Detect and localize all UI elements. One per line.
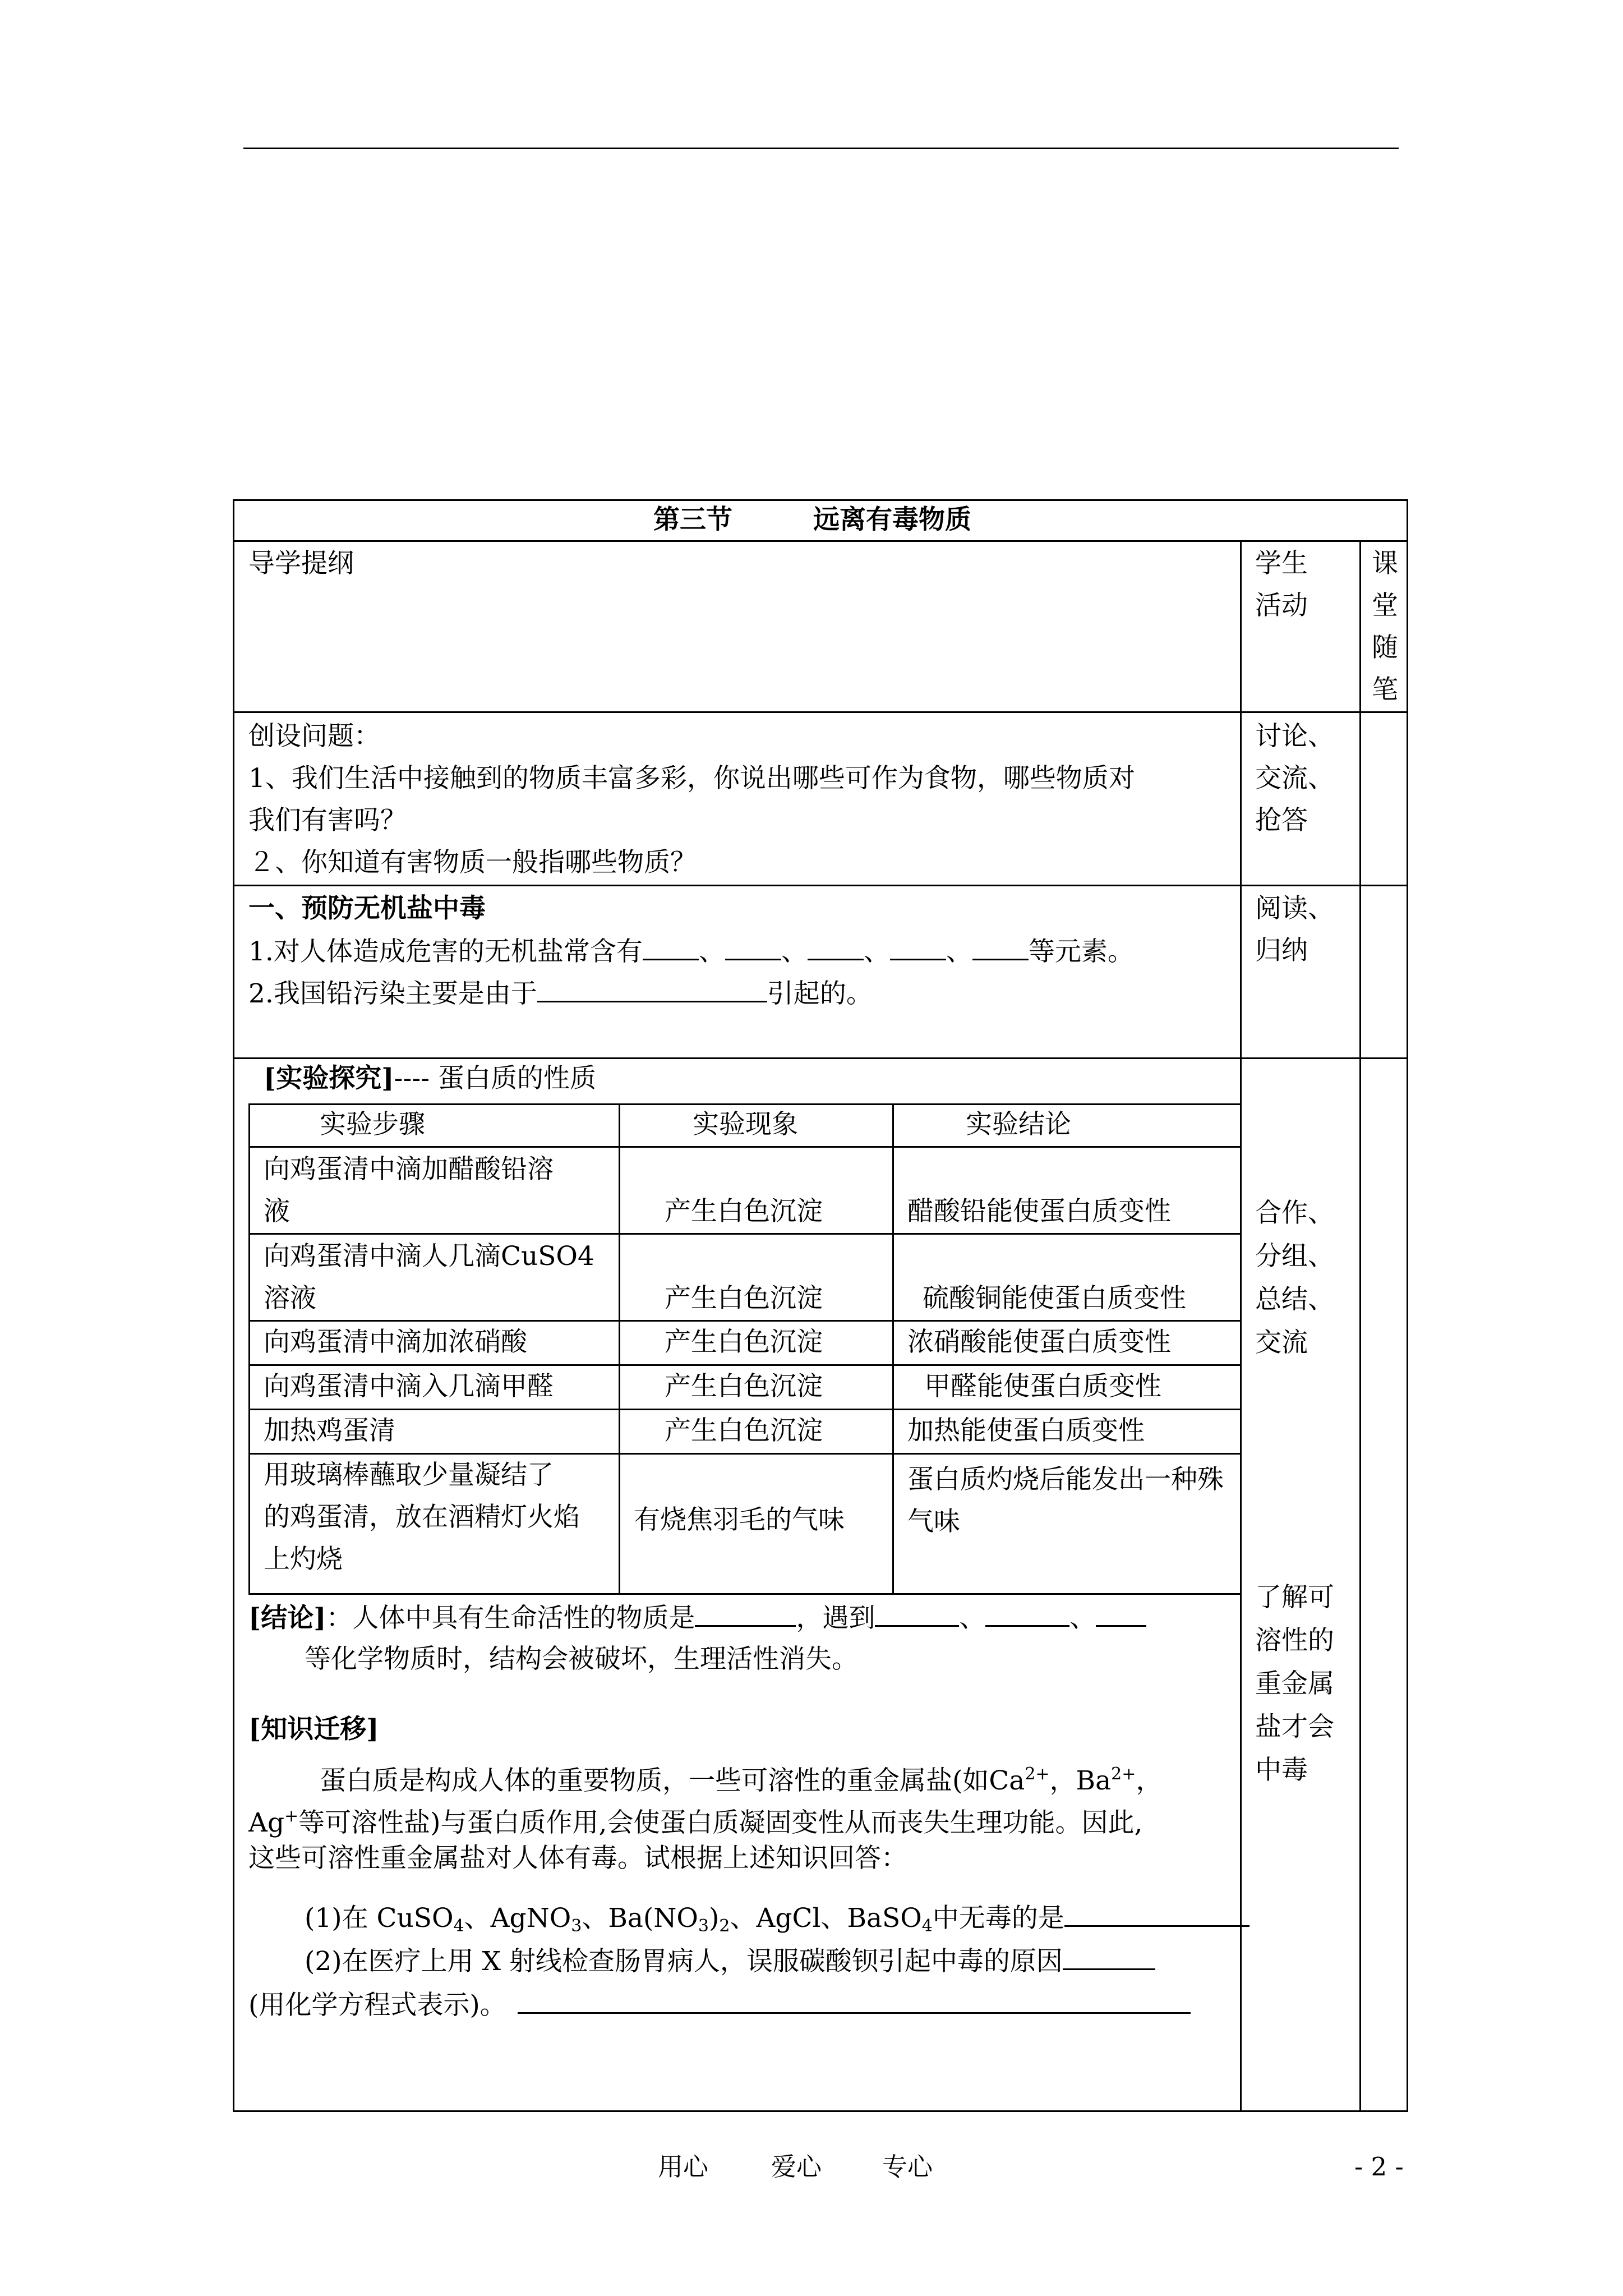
exp-note-5: 中毒 — [1255, 1755, 1308, 1786]
answer-blank[interactable] — [1064, 1901, 1249, 1927]
intro-question-1-line2: 我们有害吗？ — [248, 805, 407, 836]
conclusion-text-b: ，遇到 — [796, 1603, 875, 1634]
exp-activity-3: 总结、 — [1255, 1284, 1334, 1315]
page-number: - 2 - — [1354, 2152, 1404, 2182]
charge-superscript: 2+ — [1111, 1764, 1136, 1784]
part1-activity-1: 阅读、 — [1255, 893, 1334, 924]
answer-blank[interactable] — [1096, 1600, 1146, 1627]
experiment-dashes: ---- — [394, 1063, 430, 1094]
experiment-heading — [264, 1062, 596, 1096]
table-col-activity — [1240, 540, 1242, 2112]
exp-row-1-step-line2: 液 — [264, 1196, 290, 1227]
table-col-notes — [1359, 540, 1361, 2112]
q1-f: 中无毒的是 — [932, 1903, 1064, 1934]
conclusion-text-a: ：人体中具有生命活性的物质是 — [326, 1603, 695, 1634]
exp-col-left — [248, 1103, 250, 1595]
separator: 、 — [781, 936, 808, 967]
answer-blank[interactable] — [985, 1600, 1069, 1627]
table-rule-title — [233, 540, 1408, 542]
q1-b: 、AgNO — [464, 1903, 571, 1934]
conclusion-line-1 — [248, 1600, 1146, 1635]
exp-header-step: 实验步骤 — [320, 1109, 425, 1140]
exp-row-6-conclusion: 蛋白质灼烧后能发出一种殊气味 — [907, 1464, 1224, 1537]
exp-row-5-step: 加热鸡蛋清 — [264, 1415, 395, 1446]
subscript: 2 — [719, 1916, 730, 1936]
part1-activity-2: 归纳 — [1255, 935, 1308, 966]
exp-rule-4 — [248, 1364, 1240, 1366]
answer-blank[interactable] — [725, 934, 781, 960]
part1-question-2 — [248, 976, 873, 1011]
section-title: 远离有毒物质 — [813, 504, 971, 535]
subscript: 3 — [571, 1916, 582, 1936]
transfer-p1-c: ， — [1136, 1765, 1163, 1796]
answer-blank[interactable] — [972, 934, 1029, 960]
exp-header-phenomenon: 实验现象 — [693, 1109, 798, 1140]
footer-motto-3: 专心 — [882, 2152, 933, 2182]
transfer-question-2-line1 — [305, 1944, 1155, 1978]
answer-blank[interactable] — [808, 934, 864, 960]
charge-superscript: 2+ — [1025, 1764, 1050, 1784]
table-border-top — [233, 499, 1408, 501]
exp-row-6-phenomenon: 有烧焦羽毛的气味 — [634, 1504, 845, 1535]
exp-rule-3 — [248, 1320, 1240, 1322]
table-rule-experiment — [233, 1057, 1408, 1059]
exp-row-4-phenomenon: 产生白色沉淀 — [665, 1371, 823, 1402]
transfer-paragraph-line3: 这些可溶性重金属盐对人体有毒。试根据上述知识回答： — [248, 1843, 907, 1874]
separator: 、 — [946, 936, 972, 967]
exp-activity-1: 合作、 — [1255, 1198, 1334, 1228]
transfer-paragraph-line1 — [320, 1757, 1162, 1798]
exp-row-2-conclusion: 硫酸铜能使蛋白质变性 — [923, 1283, 1186, 1314]
answer-blank[interactable] — [518, 1987, 1191, 2014]
exp-header-conclusion: 实验结论 — [966, 1109, 1071, 1140]
intro-activity-1: 讨论、 — [1255, 721, 1334, 752]
table-border-bottom — [233, 2110, 1408, 2112]
exp-row-3-phenomenon: 产生白色沉淀 — [665, 1327, 823, 1358]
part1-q2-end: 引起的。 — [767, 978, 873, 1009]
exp-row-4-conclusion: 甲醛能使蛋白质变性 — [924, 1371, 1161, 1402]
exp-note-3: 重金属 — [1255, 1668, 1334, 1699]
exp-row-3-conclusion: 浓硝酸能使蛋白质变性 — [907, 1327, 1171, 1358]
q1-c: 、Ba(NO — [582, 1903, 698, 1934]
footer-motto-1: 用心 — [658, 2152, 709, 2182]
transfer-p1-b: ，Ba — [1049, 1765, 1112, 1796]
separator: 、 — [1069, 1603, 1096, 1634]
subscript: 3 — [698, 1916, 709, 1936]
table-border-left — [233, 499, 234, 2112]
exp-rule-0 — [248, 1103, 1240, 1105]
intro-heading: 创设问题： — [248, 721, 380, 752]
transfer-paragraph-line2 — [248, 1800, 1142, 1840]
exp-row-5-conclusion: 加热能使蛋白质变性 — [907, 1415, 1145, 1446]
answer-blank[interactable] — [695, 1600, 796, 1627]
transfer-p2-b: 等可溶性盐)与蛋白质作用,会使蛋白质凝固变性从而丧失生理功能。因此, — [298, 1807, 1143, 1838]
answer-blank[interactable] — [1063, 1944, 1155, 1970]
exp-row-6-step-line2: 的鸡蛋清，放在酒精灯火焰 — [264, 1502, 580, 1533]
part1-q1-end: 等元素。 — [1028, 936, 1134, 967]
experiment-label: [实验探究] — [264, 1063, 394, 1094]
footer-motto-2: 爱心 — [771, 2152, 822, 2182]
transfer-question-2-line2 — [248, 1987, 1191, 2022]
exp-rule-7 — [248, 1593, 1240, 1595]
part1-q1-text: 1.对人体造成危害的无机盐常含有 — [248, 936, 643, 967]
notes-label-4: 笔 — [1372, 674, 1398, 705]
separator: 、 — [863, 936, 890, 967]
q1-a: (1)在 CuSO — [305, 1903, 454, 1934]
q1-e: 、AgCl、BaSO — [730, 1903, 922, 1934]
part1-q2-text: 2.我国铅污染主要是由于 — [248, 978, 537, 1009]
student-activity-label-1: 学生 — [1255, 548, 1308, 579]
answer-blank[interactable] — [537, 976, 767, 1002]
q1-d: ) — [709, 1903, 720, 1934]
exp-row-2-phenomenon: 产生白色沉淀 — [665, 1283, 823, 1314]
section-number: 第三节 — [653, 504, 732, 535]
transfer-question-1 — [305, 1901, 1249, 1943]
table-rule-part1 — [233, 885, 1408, 886]
header-rule — [243, 148, 1399, 149]
notes-label-2: 堂 — [1372, 590, 1398, 621]
exp-row-1-step-line1: 向鸡蛋清中滴加醋酸铅溶 — [264, 1154, 554, 1185]
answer-blank[interactable] — [890, 934, 946, 960]
exp-row-4-step: 向鸡蛋清中滴入几滴甲醛 — [264, 1371, 554, 1402]
transfer-heading: [知识迁移] — [248, 1714, 379, 1745]
exp-rule-1 — [248, 1146, 1240, 1148]
part1-question-1 — [248, 934, 1134, 969]
subscript: 4 — [453, 1916, 464, 1936]
experiment-topic: 蛋白质的性质 — [437, 1063, 596, 1094]
exp-rule-2 — [248, 1233, 1240, 1235]
separator: 、 — [959, 1603, 986, 1634]
table-border-right — [1407, 499, 1408, 2112]
exp-row-6-step-line3: 上灼烧 — [264, 1544, 343, 1575]
exp-activity-4: 交流 — [1255, 1327, 1308, 1358]
exp-row-1-phenomenon: 产生白色沉淀 — [665, 1196, 823, 1227]
exp-row-2-step-line2: 溶液 — [264, 1283, 316, 1314]
intro-activity-3: 抢答 — [1255, 805, 1308, 836]
transfer-p2-a: Ag — [248, 1807, 285, 1838]
answer-blank[interactable] — [875, 1600, 959, 1627]
intro-activity-2: 交流、 — [1255, 763, 1334, 794]
exp-note-2: 溶性的 — [1255, 1625, 1334, 1656]
student-activity-label-2: 活动 — [1255, 590, 1308, 621]
intro-question-2: ２、你知道有害物质一般指哪些物质？ — [248, 847, 697, 878]
transfer-p1-a: 蛋白质是构成人体的重要物质，一些可溶性的重金属盐(如Ca — [320, 1765, 1025, 1796]
exp-col-2 — [892, 1103, 894, 1595]
intro-question-1-line1: 1、我们生活中接触到的物质丰富多彩，你说出哪些可作为食物，哪些物质对 — [248, 763, 1135, 794]
conclusion-line-2: 等化学物质时，结构会被破坏，生理活性消失。 — [305, 1644, 858, 1674]
table-rule-intro — [233, 711, 1408, 713]
subscript: 4 — [921, 1916, 933, 1936]
exp-row-5-phenomenon: 产生白色沉淀 — [665, 1415, 823, 1446]
q2-a: (2)在医疗上用 X 射线检查肠胃病人，误服碳酸钡引起中毒的原因 — [305, 1946, 1063, 1977]
exp-rule-5 — [248, 1409, 1240, 1410]
exp-row-2-step-line1: 向鸡蛋清中滴人几滴CuSO4 — [264, 1241, 594, 1272]
conclusion-label: [结论] — [248, 1603, 326, 1634]
guide-label: 导学提纲 — [248, 548, 354, 579]
exp-row-1-conclusion: 醋酸铅能使蛋白质变性 — [907, 1196, 1171, 1227]
charge-superscript: + — [284, 1806, 299, 1826]
notes-label-1: 课 — [1372, 548, 1398, 579]
exp-activity-2: 分组、 — [1255, 1241, 1334, 1272]
answer-blank[interactable] — [643, 934, 699, 960]
part1-heading: 一、预防无机盐中毒 — [248, 893, 486, 924]
notes-label-3: 随 — [1372, 632, 1398, 663]
q2-b: (用化学方程式表示)。 — [248, 1990, 506, 2021]
exp-col-1 — [619, 1103, 620, 1595]
exp-rule-6 — [248, 1453, 1240, 1455]
exp-note-4: 盐才会 — [1255, 1711, 1334, 1742]
exp-row-3-step: 向鸡蛋清中滴加浓硝酸 — [264, 1327, 527, 1358]
separator: 、 — [698, 936, 725, 967]
exp-note-1: 了解可 — [1255, 1582, 1334, 1613]
exp-row-6-step-line1: 用玻璃棒蘸取少量凝结了 — [264, 1460, 554, 1490]
